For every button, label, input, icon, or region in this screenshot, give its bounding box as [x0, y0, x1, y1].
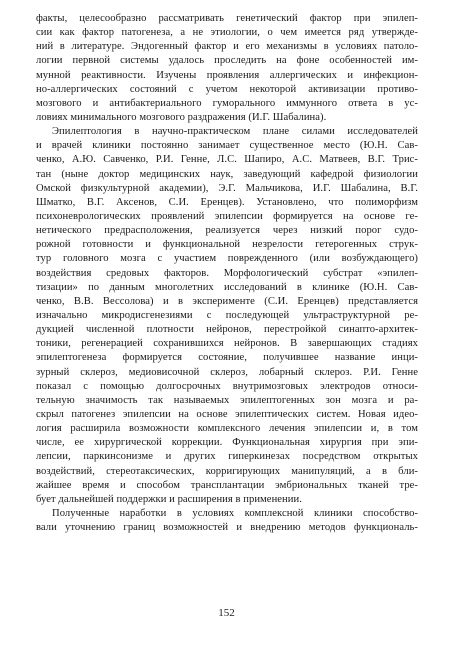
text-line: эпилептогенеза формируется состояние, получившее название инци-: [36, 352, 418, 364]
text-line: тур головного мозга с участием поврежденного (или возбуждающего): [36, 253, 418, 265]
text-line: воздействий, стереотаксических, корригирующих манипуляций, а в бли-: [36, 465, 418, 477]
text-line: факты, целесообразно рассматривать генетический фактор при эпилеп-: [36, 13, 418, 24]
text-line: сии как фактор патогенеза, а не этиологии, о чем имеется ряд утвержде-: [36, 27, 418, 39]
text-line: логия расширила возможности комплексного лечения эпилепсии и, в том: [36, 423, 418, 435]
text-line: воздействия средовых факторов. Морфологический субстрат «эпилеп-: [36, 267, 418, 279]
text-line: рожной готовности и функциональной незрелости гетерогенных струк-: [36, 239, 418, 251]
text-line: вали уточнению границ возможностей и внедрению методов функциональ-: [36, 522, 418, 534]
text-line: скрыл патогенез эпилепсии на основе эпилептических систем. Новая идео-: [36, 408, 418, 420]
text-line: ловиях минимального мозгового раздражения (И.Г. Шабалина).: [36, 111, 327, 123]
text-line: нетического предрасположения, реализуется через низкий порог судо-: [36, 225, 418, 237]
text-line: Омской физкультурной академии), Э.Г. Мальчикова, И.Г. Шабалина, В.Г.: [36, 182, 418, 194]
text-line: дукцией численной плотности нейронов, перестройкой синапто-архитек-: [36, 324, 418, 336]
text-line: показал с помощью долгосрочных внутримозговых электродов относи-: [36, 380, 418, 392]
text-line: логии первной системы удалось проследить на фоне особенностей им-: [36, 55, 418, 67]
body-text: [36, 12, 418, 535]
text-line: ченко, А.Ю. Савченко, Р.И. Генне, Л.С. Шапиро, А.С. Матвеев, В.Г. Трис-: [36, 154, 418, 166]
paragraph-start-line: Эпилептология в научно-практическом плане силами исследователей: [52, 126, 418, 138]
text-line: тизации» по данным многолетних исследований в клинике (Ю.Н. Сав-: [36, 281, 418, 293]
text-line: ний в литературе. Эндогенный фактор и его механизмы в условиях патоло-: [36, 41, 418, 53]
paragraph-start-line: Полученные наработки в условиях комплексной клиники способство-: [52, 507, 418, 519]
text-line: тоники, регенерацией сохранившихся нейронов. В завершающих стадиях: [36, 338, 418, 350]
page-number: 152: [218, 607, 235, 619]
text-line: мозгового и антибактериального гуморального иммунного ответа в ус-: [36, 97, 418, 109]
text-line: тан (ныне доктор медицинских наук, заведующий кафедрой физиологии: [36, 168, 418, 180]
text-line: ченко, В.В. Вессолова) и в эксперименте (С.И. Еренцев) представляется: [36, 295, 418, 307]
text-line: тельную значимость так называемых эпилептогенных зон мозга и ра-: [36, 394, 418, 406]
text-line: психоневрологических проявлений эпилепсии формируется на основе ге-: [36, 210, 418, 222]
text-line: изначально микродисгенезиями с последующей ультраструктурной ре-: [36, 309, 418, 321]
text-line: но-аллергических состояний с учетом некоторой активизации противо-: [36, 83, 418, 95]
text-line: и врачей клиники постоянно занимает существенное место (Ю.Н. Сав-: [36, 140, 418, 152]
text-line: числе, ее хирургической коррекции. Функциональная хирургия при эпи-: [36, 437, 418, 449]
text-line: лепсии, паркинсонизме и других гиперкинезах посредством открытых: [36, 451, 418, 463]
text-line: бует дальнейшей поддержки и расширения в применении.: [36, 493, 302, 505]
text-line: зурный склероз, медиовисочной склероз, лобарный склероз. Р.И. Генне: [36, 366, 418, 378]
text-line: жайшее время и способом трансплантации эмбриональных тканей тре-: [36, 479, 418, 491]
text-line: Шматко, В.Г. Аксенов, С.И. Еренцев). Установлено, что полиморфизм: [36, 196, 418, 208]
text-line: мунной реактивности. Изучены проявления аллергических и инфекцион-: [36, 69, 418, 81]
